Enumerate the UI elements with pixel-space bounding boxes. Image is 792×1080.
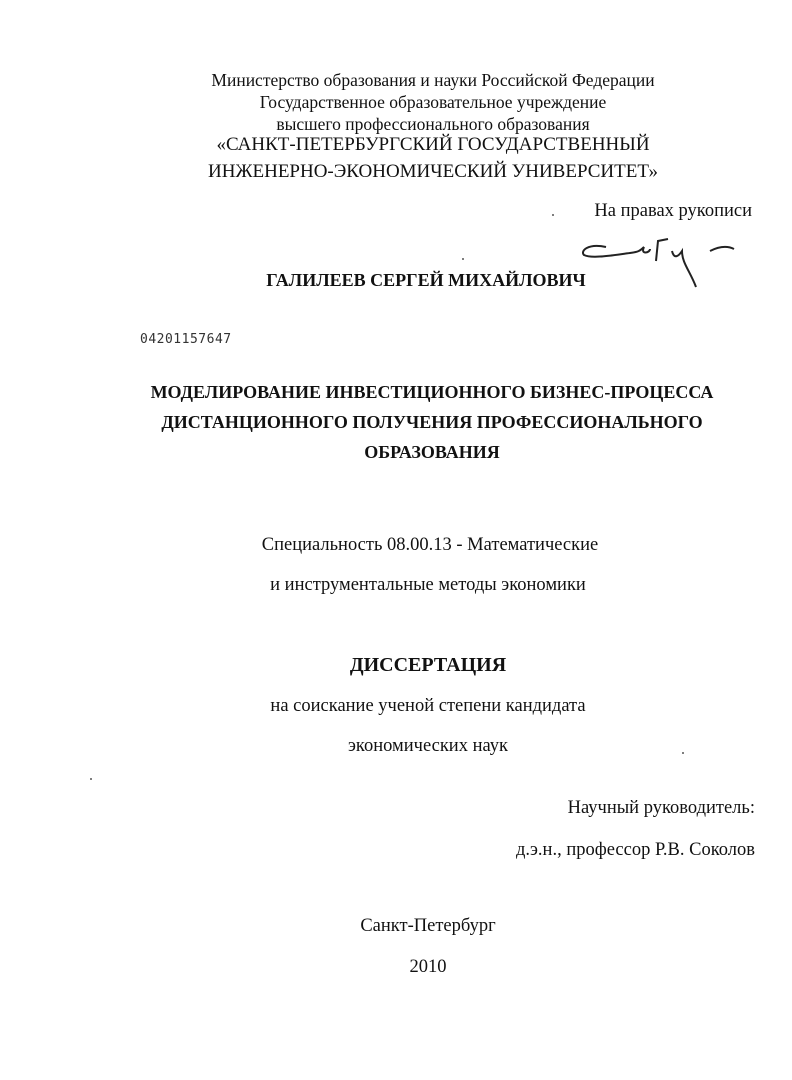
registry-number: 04201157647	[140, 332, 232, 347]
specialty-line-1: Специальность 08.00.13 - Математические	[261, 535, 599, 555]
header-line-5: ИНЖЕНЕРНО-ЭКОНОМИЧЕСКИЙ УНИВЕРСИТЕТ»	[208, 161, 658, 182]
scan-speck	[682, 752, 684, 754]
city: Санкт-Петербург	[360, 916, 496, 936]
document-type: ДИССЕРТАЦИЯ	[349, 654, 507, 676]
header-line-3: высшего профессионального образования	[276, 114, 590, 134]
signature-icon	[578, 235, 738, 295]
degree-line-1: на соискание ученой степени кандидата	[270, 696, 586, 716]
degree-line-2: экономических наук	[347, 736, 509, 756]
title-line-3: ОБРАЗОВАНИЯ	[364, 442, 500, 462]
manuscript-note: На правах рукописи	[594, 201, 752, 221]
specialty-line-2: и инструментальные методы экономики	[270, 575, 586, 595]
scan-speck	[462, 258, 464, 260]
supervisor-label: Научный руководитель:	[567, 798, 755, 818]
supervisor-name: д.э.н., профессор Р.В. Соколов	[515, 840, 755, 860]
author-name: ГАЛИЛЕЕВ СЕРГЕЙ МИХАЙЛОВИЧ	[266, 270, 586, 290]
year: 2010	[409, 957, 447, 977]
scan-speck	[552, 214, 554, 216]
title-line-2: ДИСТАНЦИОННОГО ПОЛУЧЕНИЯ ПРОФЕССИОНАЛЬНОГО	[161, 412, 703, 432]
title-line-1: МОДЕЛИРОВАНИЕ ИНВЕСТИЦИОННОГО БИЗНЕС-ПРОЦЕССА	[150, 382, 714, 402]
scan-speck	[90, 778, 92, 780]
header-line-2: Государственное образовательное учреждение	[259, 92, 607, 112]
header-line-1: Министерство образования и науки Российской Федерации	[211, 70, 655, 90]
header-line-4: «САНКТ-ПЕТЕРБУРГСКИЙ ГОСУДАРСТВЕННЫЙ	[216, 134, 650, 155]
